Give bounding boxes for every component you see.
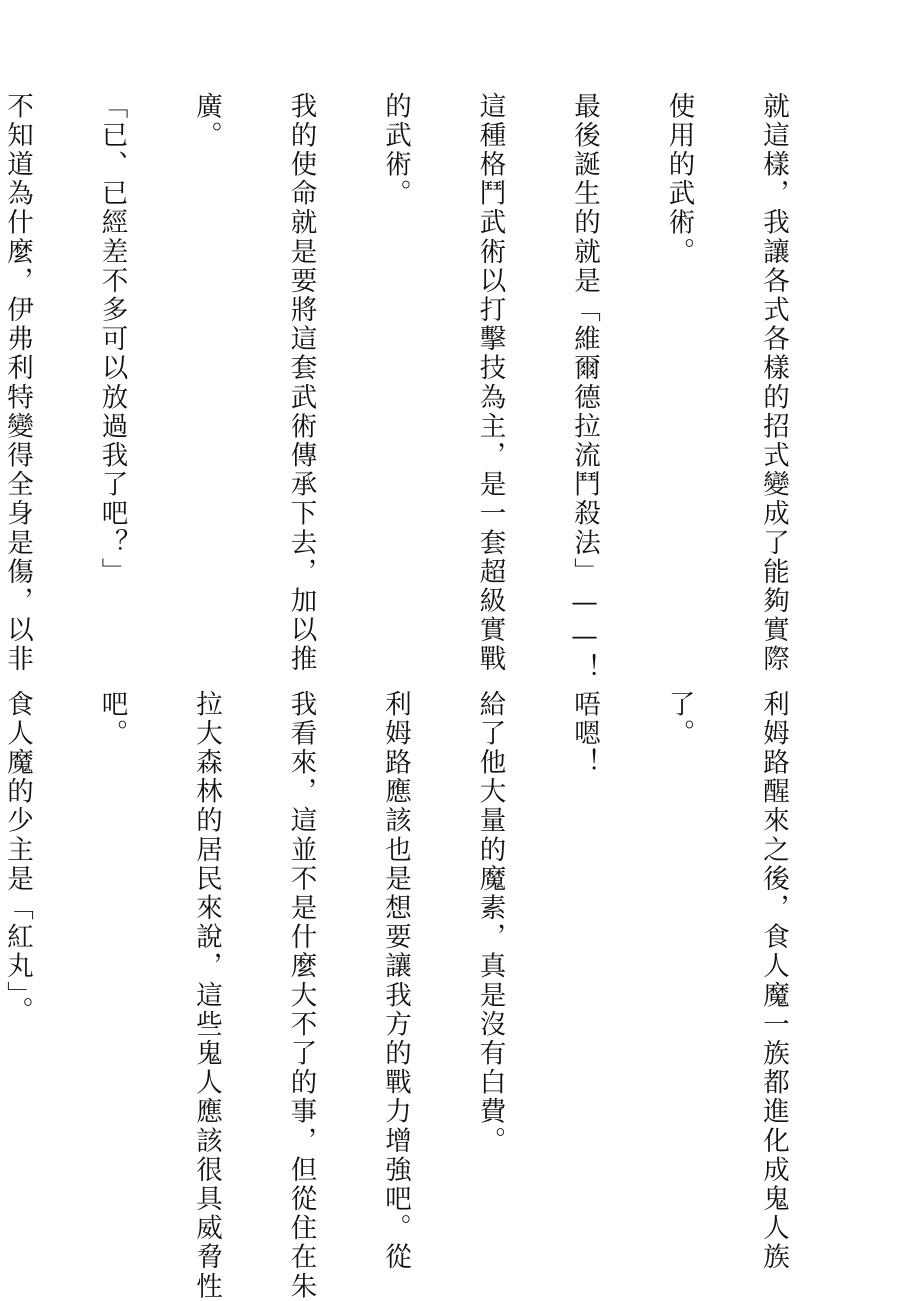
text-line: 利姆路應該也是想要讓我方的戰力增強吧。從 xyxy=(380,690,411,1272)
text-line: 「已、已經差不多可以放過我了吧？」 xyxy=(96,92,128,587)
text-line: 不知道為什麼，伊弗利特變得全身是傷，以非 xyxy=(2,92,33,674)
text-line: 的武術。 xyxy=(380,92,411,209)
text-line: 吧。 xyxy=(96,690,128,749)
text-line: 了。 xyxy=(663,690,695,749)
text-line: 唔嗯！ xyxy=(569,690,600,778)
upper-text-tier xyxy=(2,92,852,683)
text-line: 我的使命就是要將這套武術傳承下去，加以推 xyxy=(285,92,317,674)
text-line: 最後誕生的就是「維爾德拉流鬥殺法」——！ xyxy=(569,92,600,683)
text-line: 給了他大量的魔素，真是沒有白費。 xyxy=(474,690,506,1156)
text-line: 這種格鬥武術以打擊技為主，是一套超級實戰 xyxy=(474,92,506,674)
lower-text-tier xyxy=(2,690,852,1301)
text-line: 利姆路醒來之後，食人魔一族都進化成鬼人族 xyxy=(758,690,789,1272)
text-line: 食人魔的少主是「紅丸」。 xyxy=(2,690,33,1026)
text-line: 就這樣，我讓各式各樣的招式變成了能夠實際 xyxy=(758,92,789,674)
text-line: 廣。 xyxy=(191,92,222,151)
text-line: 我看來，這並不是什麼大不了的事，但從住在朱 xyxy=(285,690,317,1301)
text-line: 拉大森林的居民來說，這些鬼人應該很具威脅性 xyxy=(191,690,222,1301)
text-line: 使用的武術。 xyxy=(663,92,695,267)
